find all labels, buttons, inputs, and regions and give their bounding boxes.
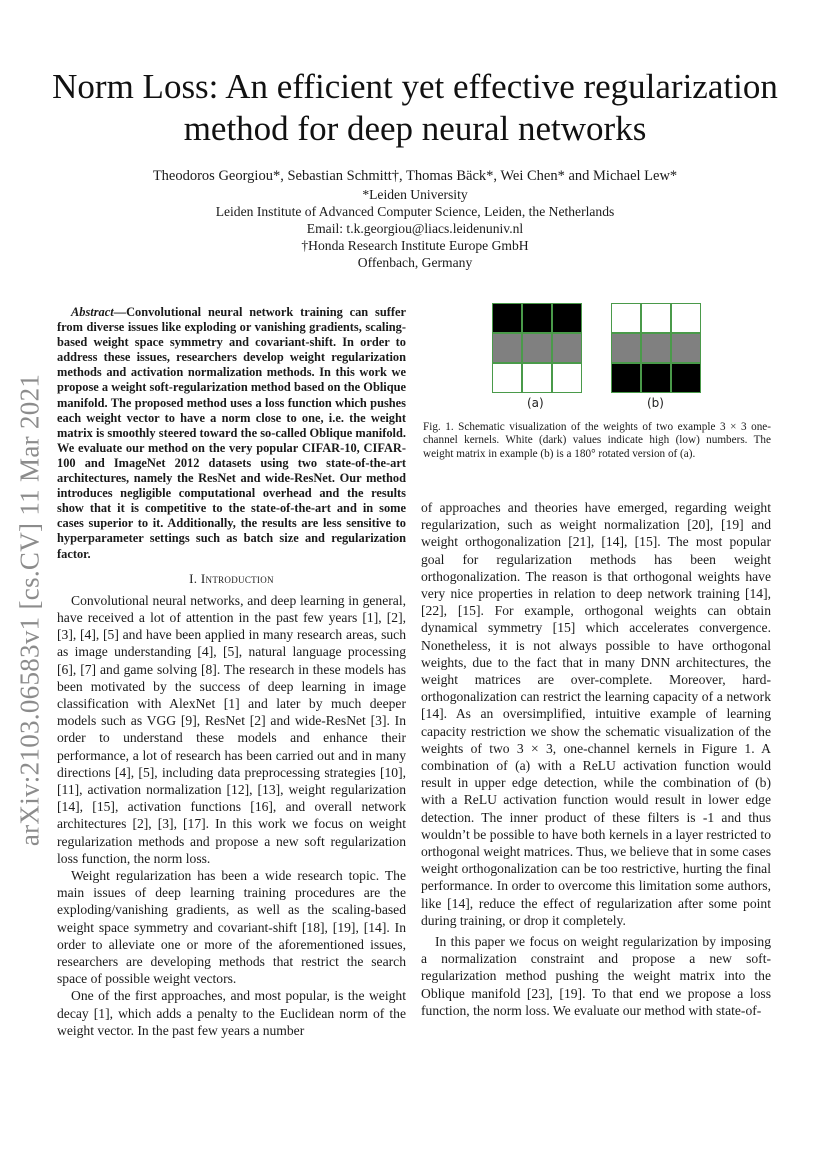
figure-1 xyxy=(421,300,771,480)
paper-title xyxy=(40,66,790,150)
arxiv-id: arXiv:2103.06583v1 [cs.CV] 11 Mar 2021 xyxy=(14,373,45,847)
left-column xyxy=(57,305,406,1039)
abstract-label: Abstract xyxy=(71,305,114,319)
kernel-cell xyxy=(492,363,522,393)
kernel-cell xyxy=(522,333,552,363)
kernel-cell xyxy=(641,333,671,363)
kernel-b-grid xyxy=(611,303,701,393)
kernel-cell xyxy=(552,333,582,363)
kernel-cell xyxy=(611,363,641,393)
kernel-cell xyxy=(552,363,582,393)
abstract xyxy=(57,305,406,562)
author-list: Theodoros Georgiou*, Sebastian Schmitt†, Thomas Bäck*, Wei Chen* and Michael Lew* xyxy=(152,168,678,184)
section-heading-introduction xyxy=(57,570,406,587)
intro-paragraph-2: Weight regularization has been a wide research topic. The main issues of deep learning training procedures are the exploding/vanishing gradients, as well as the scaling-based weight space symmetry and covariant-shift [18], [19], [14]. In order to alleviate one or more of the aforementioned issues, researchers are developing methods that restrict the search space of possible weight vectors. xyxy=(57,868,406,987)
section-title: Introduction xyxy=(200,570,274,586)
kernel-cell xyxy=(671,363,701,393)
affiliation-city: Offenbach, Germany xyxy=(357,255,473,270)
intro-paragraph-1: Convolutional neural networks, and deep learning in general, have received a lot of attention in the past few years [1], [2], [3], [4], [5] and have been applied in many research areas, such as image understanding [4], [5], natural language processing [6], [7] and game solving [8]. The research in these models has been motivated by the success of deep learning in image classification with AlexNet [1] and later by much deeper models such as VGG [9], ResNet [2] and wide-ResNet [3]. In order to understand these models and enhance their performance, a lot of research has been carried out and in many directions [4], [5], including data preprocessing strategies [10], [11], activation normalization [12], [13], weight regularization [14], [15], activation functions [16], and overall network architectures [2], [3], [17]. In this work we focus on weight regularization methods and propose a new soft regularization loss function, the norm loss. xyxy=(57,592,406,866)
right-paragraph-1: of approaches and theories have emerged, regarding weight regularization, such as weight normalization [20], [19] and weight orthogonalization [21], [14], [15]. The most popular goal for regularization methods has been weight orthogonalization. The reason is that orthogonal weights have very nice properties in relation to deep network training [14], [22], [15]. For example, orthogonal weights can obtain dynamical symmetry [15] which accelerates convergence. Nonetheless, it is not always possible to have orthogonal weights, due to the fact that in many DNN architectures, the weight matrices are over-complete. Moreover, hard-orthogonalization can restrict the learning capacity of a network [14]. As an oversimplified, intuitive example of learning capacity restriction we show the schematic visualization of the weights of two 3 × 3, one-channel kernels in Figure 1. A combination of (a) with a ReLU activation function would result in upper edge detection, while the combination of (b) with a ReLU activation function would result in lower edge detection. The inner product of these filters is -1 and thus wouldn’t be possible to have both kernels in a layer restricted to orthogonal weight matrices. Thus, we believe that in some cases weight orthogonalization can be too restrictive, hurting the final performance. In order to overcome this limitation some authors, like [14], reduce the effect of regularization after some point during training, or drop it completely. xyxy=(421,500,771,928)
kernel-cell xyxy=(671,303,701,333)
section-number: I. xyxy=(189,570,198,586)
arxiv-stamp xyxy=(8,360,52,860)
affiliation-liacs: Leiden Institute of Advanced Computer Science, Leiden, the Netherlands xyxy=(215,204,615,219)
kernel-cell xyxy=(552,303,582,333)
kernel-cell xyxy=(522,303,552,333)
kernel-a-grid xyxy=(492,303,582,393)
title-line-2: method for deep neural networks xyxy=(183,109,647,148)
author-email: Email: t.k.georgiou@liacs.leidenuniv.nl xyxy=(306,221,524,236)
subfigure-label-a: (a) xyxy=(527,396,544,410)
title-line-1: Norm Loss: An efficient yet effective regularization xyxy=(52,67,778,106)
kernel-cell xyxy=(522,363,552,393)
affiliation-leiden: *Leiden University xyxy=(362,187,468,202)
kernel-cell xyxy=(671,333,701,363)
kernel-cell xyxy=(611,333,641,363)
affiliation-honda: †Honda Research Institute Europe GmbH xyxy=(301,238,529,253)
kernel-cell xyxy=(611,303,641,333)
subfigure-label-b: (b) xyxy=(647,396,664,410)
figure-caption: Fig. 1. Schematic visualization of the weights of two example 3 × 3 one-channel kernels. White (dark) values indicate high (low) numbers. The weight matrix in example (b) is a 180° rotated version of (a). xyxy=(423,421,771,460)
abstract-text: —Convolutional neural network training can suffer from diverse issues like exploding or vanishing gradients, scaling-based weight space symmetry and covariant-shift. In order to address these issues, researchers develop weight regularization methods and activation normalization methods. In this work we propose a weight soft-regularization method based on the Oblique manifold. The proposed method uses a loss function which pushes each weight vector to have a norm close to one, i.e. the weight matrix is smoothly steered toward the so-called Oblique manifold. We evaluate our method on the very popular CIFAR-10, CIFAR-100 and ImageNet 2012 datasets using two state-of-the-art architectures, namely the ResNet and wide-ResNet. Our method introduces negligible computational overhead and the results show that it is competitive to the state-of-the-art and in some cases superior to it. Additionally, the results are less sensitive to hyperparameter settings such as batch size and regularization factor. xyxy=(57,305,406,561)
right-column xyxy=(421,499,771,1019)
right-paragraph-2: In this paper we focus on weight regularization by imposing a normalization constraint and propose a new soft-regularization method pushing the weight matrix into the Oblique manifold [23], [19]. To that end we propose a loss function, the norm loss. We evaluate our method with state-of- xyxy=(421,934,771,1018)
kernel-cell xyxy=(492,333,522,363)
kernel-cell xyxy=(641,303,671,333)
intro-paragraph-3: One of the first approaches, and most popular, is the weight decay [1], which adds a penalty to the Euclidean norm of the weight vector. In the past few years a number xyxy=(57,988,406,1038)
kernel-cell xyxy=(641,363,671,393)
kernel-cell xyxy=(492,303,522,333)
